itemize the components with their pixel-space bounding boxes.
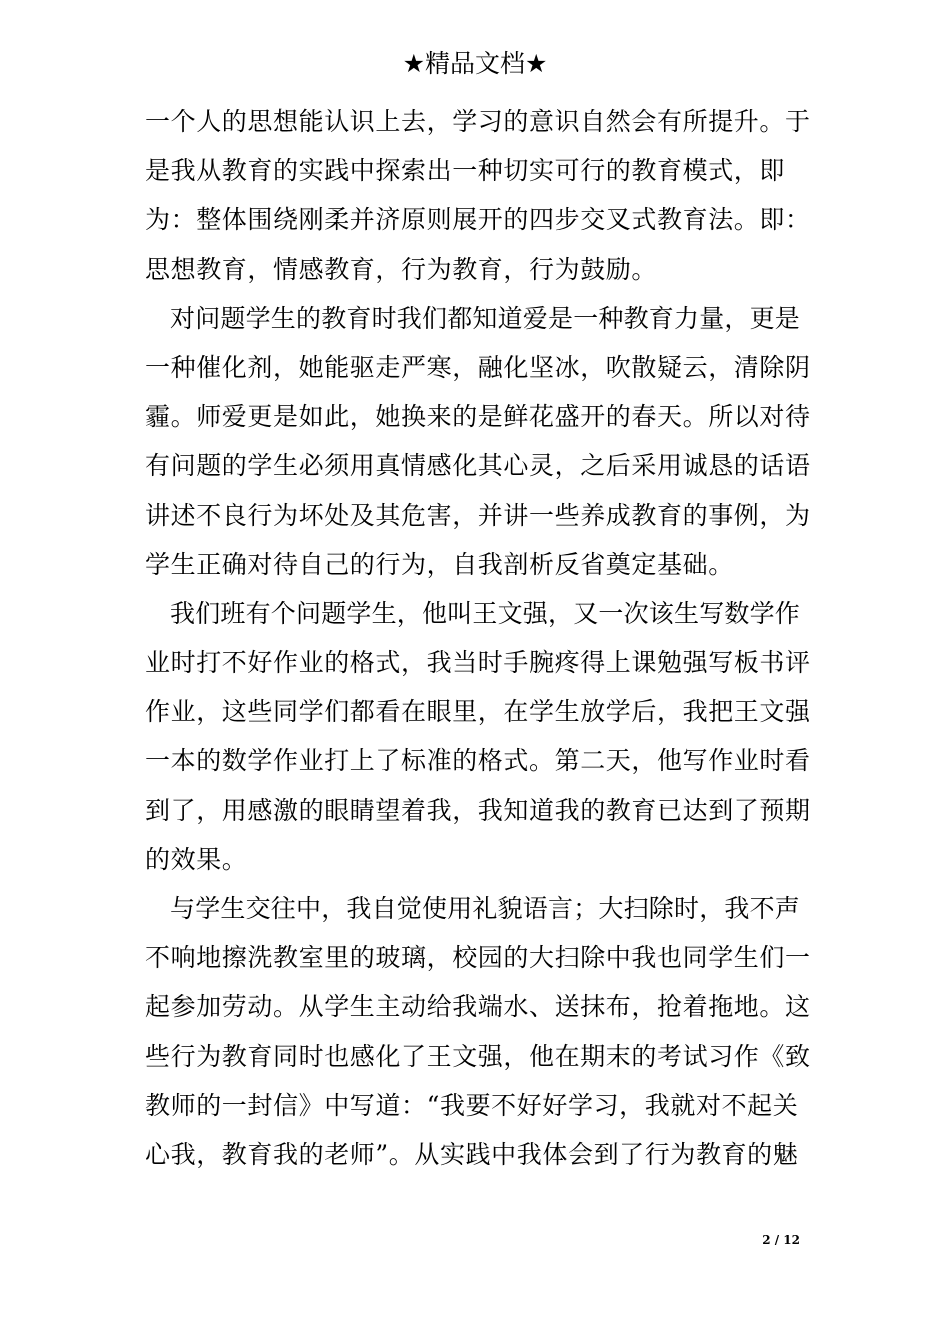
text-line: 霾。师爱更是如此，她换来的是鲜花盛开的春天。所以对待	[145, 402, 811, 432]
text-line: 是我从教育的实践中探索出一种切实可行的教育模式，即	[145, 156, 786, 186]
text-line: 教师的一封信》中写道：“我要不好好学习，我就对不起关	[145, 1090, 799, 1120]
text-line: 不响地擦洗教室里的玻璃，校园的大扫除中我也同学生们一	[145, 943, 811, 973]
text-line: 作业，这些同学们都看在眼里，在学生放学后，我把王文强	[145, 697, 811, 727]
text-line: 到了，用感激的眼睛望着我，我知道我的教育已达到了预期	[145, 795, 811, 825]
text-line: 一本的数学作业打上了标准的格式。第二天，他写作业时看	[145, 746, 811, 776]
text-line: 思想教育，情感教育，行为教育，行为鼓励。	[145, 254, 658, 284]
text-line: 一种催化剂，她能驱走严寒，融化坚冰，吹散疑云，清除阴	[145, 352, 811, 382]
text-line: 的效果。	[145, 844, 248, 874]
text-line: 有问题的学生必须用真情感化其心灵，之后采用诚恳的话语	[145, 451, 811, 481]
text-line: 些行为教育同时也感化了王文强，他在期末的考试习作《致	[145, 1041, 811, 1071]
text-line: 心我，教育我的老师”。从实践中我体会到了行为教育的魅	[145, 1139, 799, 1169]
paragraph-first-line: 对问题学生的教育时我们都知道爱是一种教育力量，更是	[170, 303, 801, 333]
text-line: 讲述不良行为坏处及其危害，并讲一些养成教育的事例，为	[145, 500, 811, 530]
paragraph-first-line: 我们班有个问题学生，他叫王文强，又一次该生写数学作	[170, 598, 801, 628]
page-number: 2 / 12	[762, 1233, 800, 1247]
document-body	[145, 97, 815, 1179]
text-line: 学生正确对待自己的行为，自我剖析反省奠定基础。	[145, 549, 734, 579]
text-line: 一个人的思想能认识上去，学习的意识自然会有所提升。于	[145, 107, 811, 136]
text-line: 起参加劳动。从学生主动给我端水、送抹布，抢着拖地。这	[145, 992, 811, 1022]
paragraph-first-line: 与学生交往中，我自觉使用礼貌语言；大扫除时，我不声	[170, 894, 801, 923]
text-line: 为：整体围绕刚柔并济原则展开的四步交叉式教育法。即：	[145, 205, 811, 235]
document-header-title: ★精品文档★	[402, 49, 548, 78]
text-line: 业时打不好作业的格式，我当时手腕疼得上课勉强写板书评	[145, 648, 811, 678]
